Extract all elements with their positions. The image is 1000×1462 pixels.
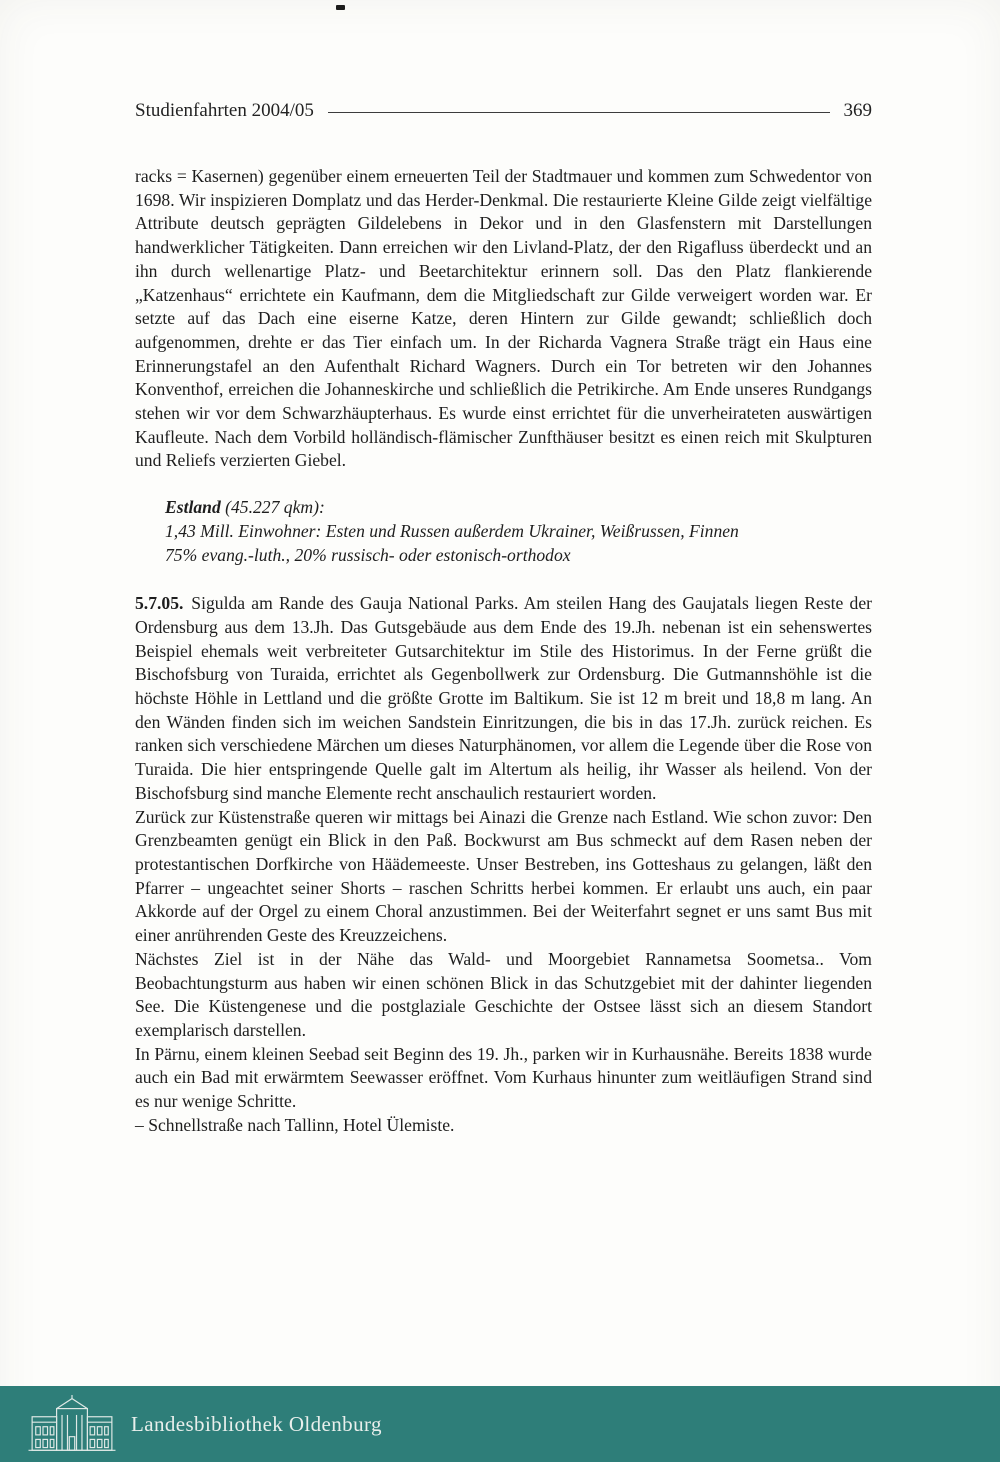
entry-text: Sigulda am Rande des Gauja National Parks. Am steilen Hang des Gaujatals liegen Reste der Ordensburg aus dem 13.Jh. Das Gutsgebäude aus dem Ende des 19.Jh. nebenan ist ein sehenswertes Beispiel ehemals weit verbreiteter Gutsarchitektur im Stile des Historimus. In der Ferne grüßt die Bischofsburg von Turaida, errichtet als Gegenbollwerk zur Ordensburg. Die Gutmannshöhle ist die höchste Höhle in Lettland und die größte Grotte im Baltikum. Sie ist 12 m breit und 18,8 m lang. An den Wänden finden sich im weichen Sandstein Einritzungen, die bis in das 17.Jh. zurück reichen. Es ranken sich verschiedene Märchen um dieses Naturphänomen, vor allem die Legende über die Rose von Turaida. Die hier entspringende Quelle galt im Altertum als heilig, ihr Wasser als heilend. Von der Bischofsburg sind manche Elemente recht anschaulich restauriert worden. xyxy=(135,593,872,803)
estland-info-block xyxy=(165,496,872,567)
library-name: Landesbibliothek Oldenburg xyxy=(131,1411,382,1436)
estland-heading xyxy=(165,496,872,520)
library-building-icon xyxy=(28,1395,116,1453)
paragraph-parnu: In Pärnu, einem kleinen Seebad seit Beginn des 19. Jh., parken wir in Kurhausnähe. Bereits 1838 wurde auch ein Bad mit erwärmtem Seewasser eröffnet. Vom Kurhaus hinunter zum weitläufigen Strand sind es nur wenige Schritte. xyxy=(135,1043,872,1112)
page-content xyxy=(135,100,872,1137)
estland-area: (45.227 qkm): xyxy=(225,497,325,518)
header-rule xyxy=(328,112,830,113)
entry-date: 5.7.05. xyxy=(135,593,184,614)
page-number: 369 xyxy=(843,100,872,121)
paragraph-rannametsa: Nächstes Ziel ist in der Nähe das Wald- und Moorgebiet Rannametsa Soometsa.. Vom Beobachtungsturm aus haben wir einen schönen Blick in das Schutzgebiet mit der dahinter liegenden See. Die Küstengenese und die postglaziale Geschichte der Ostsee lässt sich an diesem Standort exemplarisch darstellen. xyxy=(135,948,872,1040)
paragraph-tallinn: – Schnellstraße nach Tallinn, Hotel Ülemiste. xyxy=(135,1114,455,1135)
paragraph-riga: racks = Kasernen) gegenüber einem erneuerten Teil der Stadtmauer und kommen zum Schwedentor von 1698. Wir inspizieren Domplatz und das Herder-Denkmal. Die restaurierte Kleine Gilde zeigt vielfältige Attribute deutsch geprägten Gildelebens in Dekor und in den Glasfenstern mit Darstellungen handwerklicher Tätigkeiten. Dann erreichen wir den Livland-Platz, der den Rigafluss überdeckt und an ihn durch wellenartige Platz- und Beetarchitektur erinnern soll. Das den Platz flankierende „Katzenhaus“ errichtete ein Kaufmann, dem die Mitgliedschaft zur Gilde verweigert worden war. Er setzte auf das Dach eine eiserne Katze, deren Hintern zur Gilde gewandt; schließlich doch aufgenommen, drehte er das Tier einfach um. In der Richarda Vagnera Straße trägt ein Haus eine Erinnerungstafel an den Aufenthalt Richard Wagners. Durch ein Tor betreten wir den Johannes Konventhof, erreichen die Johanneskirche und schließlich die Petrikirche. Am Ende unseres Rundgangs stehen wir vor dem Schwarzhäupterhaus. Es wurde einst errichtet für die unverheirateten auswärtigen Kaufleute. Nach dem Vorbild holländisch-flämischer Zunfthäuser besitzt es einen reich mit Skulpturen und Reliefs verzierten Giebel. xyxy=(135,166,872,471)
scan-artifact xyxy=(336,5,345,10)
estland-religion: 75% evang.-luth., 20% russisch- oder estonisch-orthodox xyxy=(165,544,571,565)
running-header xyxy=(135,100,872,122)
page-body xyxy=(135,165,872,1137)
library-footer xyxy=(0,1386,1000,1462)
header-title: Studienfahrten 2004/05 xyxy=(135,100,314,121)
estland-population: 1,43 Mill. Einwohner: Esten und Russen außerdem Ukrainer, Weißrussen, Finnen xyxy=(165,520,739,541)
diary-entry xyxy=(135,592,872,805)
paragraph-border-crossing: Zurück zur Küstenstraße queren wir mittags bei Ainazi die Grenze nach Estland. Wie schon zuvor: Den Grenzbeamten genügt ein Blick in den Paß. Bockwurst am Bus schmeckt auf dem Rasen neben der protestantischen Dorfkirche von Häädemeeste. Unser Bestreben, ins Gotteshaus zu gelangen, läßt den Pfarrer – ungeachtet seiner Shorts – raschen Schritts herbei kommen. Er erlaubt uns auch, ein paar Akkorde auf der Orgel zu einem Choral anzustimmen. Bei der Weiterfahrt segnet er uns samt Bus mit einer anrührenden Geste des Kreuzzeichens. xyxy=(135,806,872,946)
estland-title: Estland xyxy=(165,497,221,518)
